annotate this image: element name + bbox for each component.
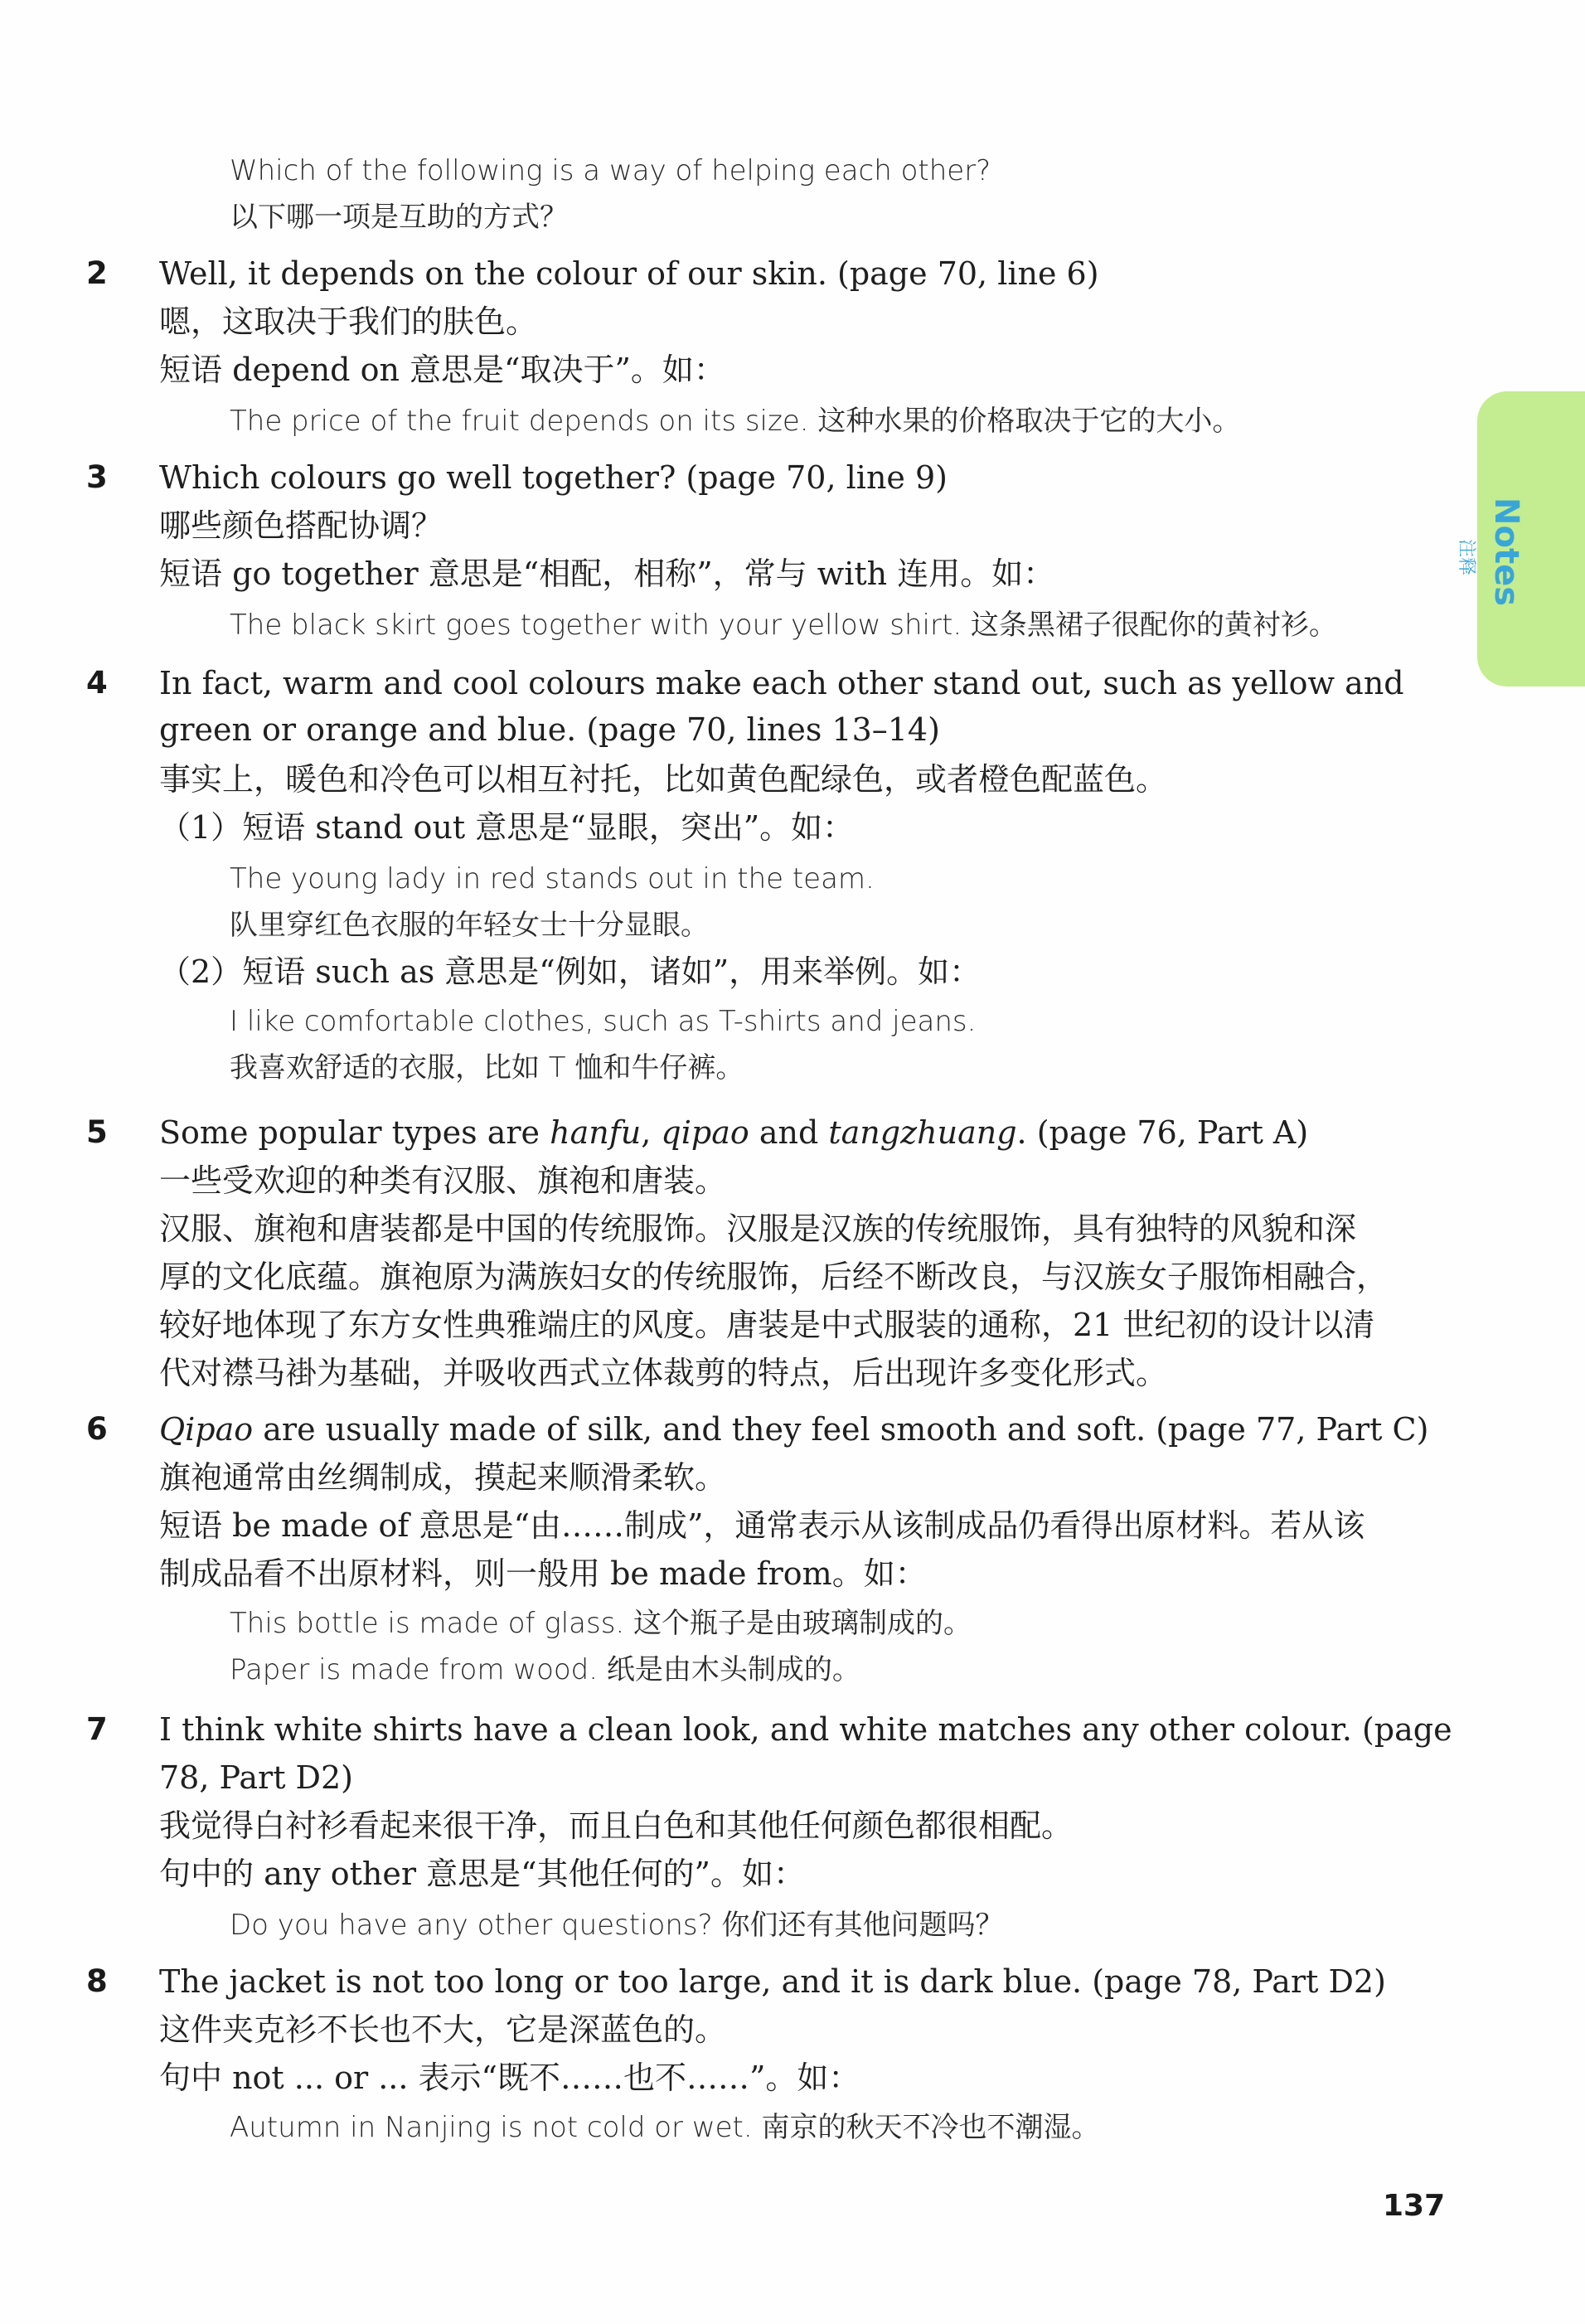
entry-number: 4 (86, 665, 108, 701)
entry-example: Autumn in Nanjing is not cold or wet. 南京的秋天不冷也不潮湿。 (230, 2111, 1100, 2144)
entry-number: 7 (86, 1711, 108, 1747)
entry-sentence (159, 1406, 1428, 1453)
notes-tab-label: Notes (1487, 497, 1525, 607)
entry-sentence: 78, Part D2) (159, 1759, 354, 1796)
sentence-text: Some popular types are (159, 1114, 550, 1151)
entry-number: 5 (86, 1114, 108, 1150)
sentence-text: . (page 76, Part A) (1016, 1114, 1309, 1151)
entry-sentence: I think white shirts have a clean look, and white matches any other colour. (page (159, 1711, 1452, 1748)
entry-number: 6 (86, 1411, 108, 1447)
entry-note: 短语 go together 意思是“相配，相称”，常与 with 连用。如： (159, 556, 1055, 592)
entry-number: 2 (86, 255, 108, 291)
entry-translation: 嗯，这取决于我们的肤色。 (159, 303, 538, 340)
entry-note: 短语 be made of 意思是“由……制成”，通常表示从该制成品仍看得出原材料。若从该 (159, 1507, 1365, 1544)
entry-example: Do you have any other questions? 你们还有其他问题吗？ (230, 1909, 1004, 1942)
entry-translation: 哪些颜色搭配协调？ (159, 507, 444, 544)
entry-example: Paper is made from wood. 纸是由木头制成的。 (230, 1653, 860, 1686)
entry-sentence: Which colours go well together? (page 70, line 9) (159, 459, 948, 496)
term-tangzhuang: tangzhuang (828, 1114, 1017, 1151)
entry-note: 短语 depend on 意思是“取决于”。如： (159, 352, 725, 388)
entry-subnote-2-example-en: I like comfortable clothes, such as T-shirts and jeans. (230, 1005, 977, 1038)
entry-note: 制成品看不出原材料，则一般用 be made from。如： (159, 1555, 927, 1592)
entry-sentence: The jacket is not too long or too large, and it is dark blue. (page 78, Part D2) (159, 1963, 1386, 2000)
separator: and (749, 1114, 829, 1151)
entry-paragraph-line: 代对襟马褂为基础，并吸收西式立体裁剪的特点，后出现许多变化形式。 (159, 1355, 1168, 1391)
notes-tab-label-cn: 注释 (1456, 539, 1476, 576)
entry-sentence: Well, it depends on the colour of our skin. (page 70, line 6) (159, 255, 1099, 292)
entry-paragraph-line: 厚的文化底蕴。旗袍原为满族妇女的传统服饰，后经不断改良，与汉族女子服饰相融合， (159, 1259, 1389, 1295)
term-qipao: qipao (661, 1114, 749, 1151)
entry-subnote-2-example-cn: 我喜欢舒适的衣服，比如 T 恤和牛仔裤。 (230, 1051, 744, 1084)
entry-sentence: In fact, warm and cool colours make each other stand out, such as yellow and green or orange and blue. (page 70, lines 13–14) (159, 665, 1404, 748)
entry-sentence (159, 1109, 1308, 1156)
entry-translation: 一些受欢迎的种类有汉服、旗袍和唐装。 (159, 1162, 727, 1199)
entry-note: 句中的 any other 意思是“其他任何的”。如： (159, 1856, 805, 1892)
page-number: 137 (1383, 2189, 1446, 2223)
entry-example: This bottle is made of glass. 这个瓶子是由玻璃制成的。 (230, 1607, 972, 1640)
entry-subnote-2: （2）短语 such as 意思是“例如，诸如”，用来举例。如： (159, 953, 982, 990)
entry-number: 8 (86, 1963, 108, 1999)
entry-subnote-1-example-cn: 队里穿红色衣服的年轻女士十分显眼。 (230, 909, 709, 942)
entry-paragraph-line: 汉服、旗袍和唐装都是中国的传统服饰。汉服是汉族的传统服饰，具有独特的风貌和深 (159, 1211, 1357, 1247)
intro-example-cn: 以下哪一项是互助的方式？ (230, 201, 568, 234)
term-hanfu: hanfu (550, 1114, 642, 1151)
entry-translation: 这件夹克衫不长也不大，它是深蓝色的。 (159, 2011, 727, 2048)
entry-translation: 我觉得白衬衫看起来很干净，而且白色和其他任何颜色都很相配。 (159, 1807, 1074, 1844)
entry-example: The black skirt goes together with your yellow shirt. 这条黑裙子很配你的黄衬衫。 (230, 609, 1337, 642)
entry-subnote-1: （1）短语 stand out 意思是“显眼，突出”。如： (159, 809, 855, 846)
entry-translation: 事实上，暖色和冷色可以相互衬托，比如黄色配绿色，或者橙色配蓝色。 (159, 761, 1168, 798)
entry-note: 句中 not ... or ... 表示“既不……也不……”。如： (159, 2060, 860, 2096)
entry-number: 3 (86, 459, 108, 495)
separator: , (641, 1114, 662, 1151)
entry-translation: 旗袍通常由丝绸制成，摸起来顺滑柔软。 (159, 1459, 727, 1496)
term-qipao: Qipao (159, 1411, 254, 1448)
sentence-text: are usually made of silk, and they feel smooth and soft. (page 77, Part C) (253, 1411, 1429, 1448)
intro-example-en: Which of the following is a way of helping each other? (230, 154, 991, 187)
entry-subnote-1-example-en: The young lady in red stands out in the team. (230, 862, 875, 895)
entry-example: The price of the fruit depends on its size. 这种水果的价格取决于它的大小。 (230, 405, 1241, 438)
entry-paragraph-line: 较好地体现了东方女性典雅端庄的风度。唐装是中式服装的通称，21 世纪初的设计以清 (159, 1307, 1375, 1343)
